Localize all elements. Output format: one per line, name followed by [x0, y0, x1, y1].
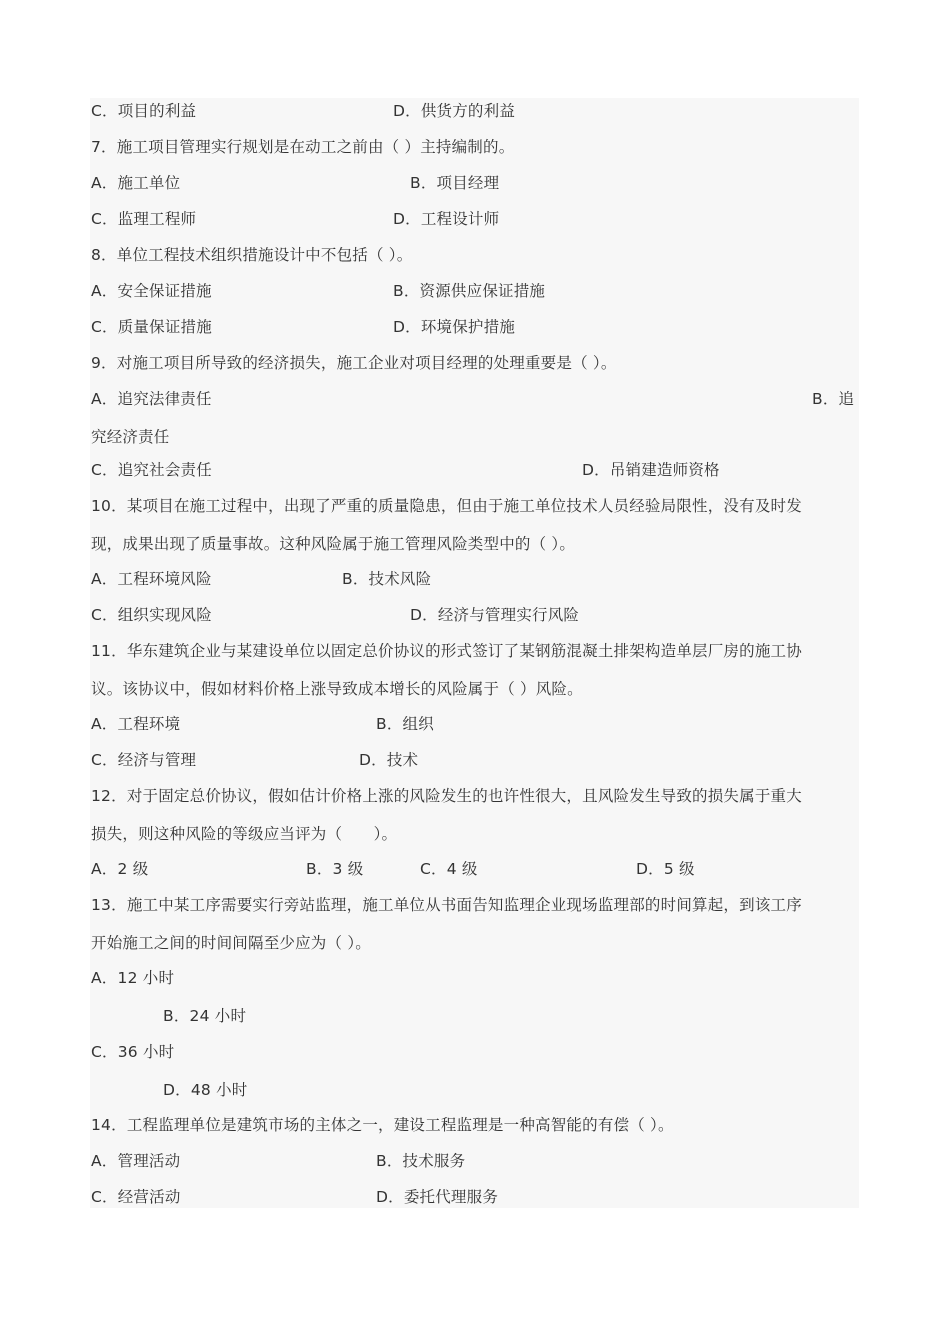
q7-option-c: C．监理工程师 — [91, 210, 197, 228]
q14-option-b: B．技术服务 — [376, 1152, 466, 1170]
question-13-line-2: 开始施工之间的时间间隔至少应为（ ）。 — [91, 934, 371, 952]
q6-option-c: C．项目的利益 — [91, 102, 197, 120]
question-11-line-1: 11．华东建筑企业与某建设单位以固定总价协议的形式签订了某钢筋混凝土排架构造单层厂房的施工协 — [91, 642, 802, 660]
q14-option-a: A．管理活动 — [91, 1152, 181, 1170]
q12-option-c: C．4 级 — [420, 860, 478, 878]
q10-option-a: A．工程环境风险 — [91, 570, 212, 588]
question-7: 7．施工项目管理实行规划是在动工之前由（ ）主持编制的。 — [91, 138, 515, 156]
q10-option-b: B．技术风险 — [342, 570, 432, 588]
q6-option-d: D．供货方的利益 — [393, 102, 516, 120]
question-9: 9．对施工项目所导致的经济损失，施工企业对项目经理的处理重要是（ ）。 — [91, 354, 617, 372]
question-14: 14．工程监理单位是建筑市场的主体之一，建设工程监理是一种高智能的有偿（ ）。 — [91, 1116, 674, 1134]
q8-option-d: D．环境保护措施 — [393, 318, 516, 336]
q7-option-d: D．工程设计师 — [393, 210, 500, 228]
q12-option-b: B．3 级 — [306, 860, 364, 878]
q9-option-b: B．追 — [812, 390, 855, 408]
q13-option-b: B．24 小时 — [163, 1007, 247, 1025]
question-13-line-1: 13．施工中某工序需要实行旁站监理，施工单位从书面告知监理企业现场监理部的时间算起，到该工序 — [91, 896, 802, 914]
q8-option-c: C．质量保证措施 — [91, 318, 212, 336]
q9-option-c: C．追究社会责任 — [91, 461, 212, 479]
q14-option-d: D．委托代理服务 — [376, 1188, 499, 1206]
q9-option-a: A．追究法律责任 — [91, 390, 212, 408]
q12-option-d: D．5 级 — [636, 860, 695, 878]
q7-option-b: B．项目经理 — [410, 174, 500, 192]
q14-option-c: C．经营活动 — [91, 1188, 181, 1206]
q12-option-a: A．2 级 — [91, 860, 149, 878]
q11-option-a: A．工程环境 — [91, 715, 181, 733]
q11-option-c: C．经济与管理 — [91, 751, 197, 769]
q10-option-c: C．组织实现风险 — [91, 606, 212, 624]
question-12-line-2: 损失，则这种风险的等级应当评为（ ）。 — [91, 825, 398, 843]
q11-option-d: D．技术 — [359, 751, 419, 769]
q13-option-a: A．12 小时 — [91, 969, 175, 987]
question-10-line-1: 10．某项目在施工过程中，出现了严重的质量隐患，但由于施工单位技术人员经验局限性，没有及时发 — [91, 497, 802, 515]
question-8: 8．单位工程技术组织措施设计中不包括（ ）。 — [91, 246, 413, 264]
q11-option-b: B．组织 — [376, 715, 434, 733]
q8-option-a: A．安全保证措施 — [91, 282, 212, 300]
q9-option-d: D．吊销建造师资格 — [582, 461, 720, 479]
question-12-line-1: 12．对于固定总价协议，假如估计价格上涨的风险发生的也许性很大，且风险发生导致的损失属于重大 — [91, 787, 802, 805]
q7-option-a: A．施工单位 — [91, 174, 181, 192]
q13-option-d: D．48 小时 — [163, 1081, 248, 1099]
q8-option-b: B．资源供应保证措施 — [393, 282, 546, 300]
question-11-line-2: 议。该协议中，假如材料价格上涨导致成本增长的风险属于（ ）风险。 — [91, 680, 583, 698]
q9-option-b-wrap: 究经济责任 — [91, 428, 170, 446]
q10-option-d: D．经济与管理实行风险 — [410, 606, 580, 624]
q13-option-c: C．36 小时 — [91, 1043, 175, 1061]
question-10-line-2: 现，成果出现了质量事故。这种风险属于施工管理风险类型中的（ ）。 — [91, 535, 576, 553]
